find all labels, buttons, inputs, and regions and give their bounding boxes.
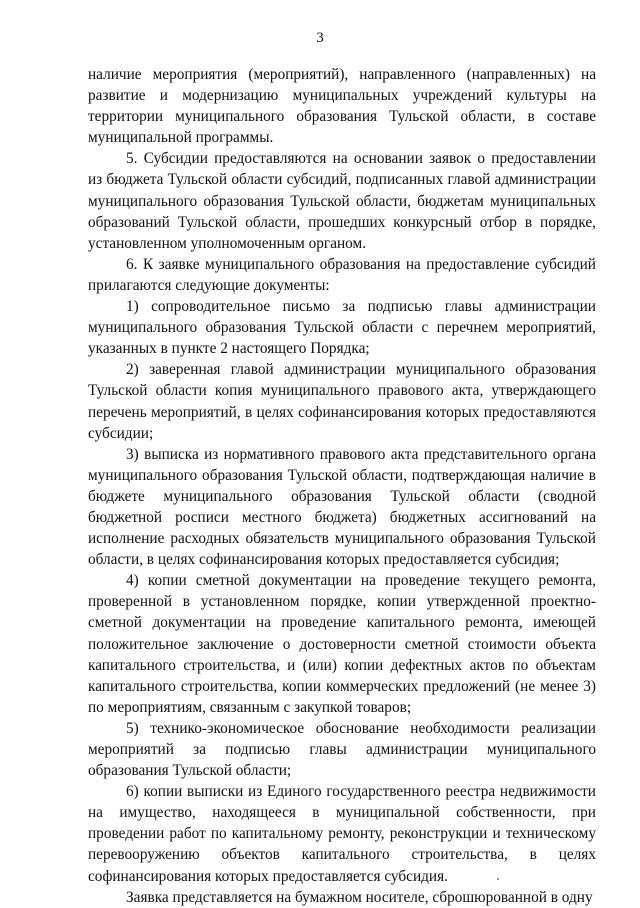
paragraph-continuation: наличие мероприятия (мероприятий), направленного (направленных) на развитие и модернизацию муниципальных учреждений культуры на территории муниципального образования Тульской области, в составе муниципальной программы. bbox=[88, 66, 596, 147]
list-item-4: 4) копии сметной документации на проведение текущего ремонта, проверенной в установленном порядке, копии утвержденной проектно-сметной документации на проведение капитального ремонта, имеющей положительное заключение о достоверности сметной стоимости объекта капитального строительства, и (или) копии дефектных актов по объектам капитального строительства, копии коммерческих предложений (не менее 3) по мероприятиям, связанным с закупкой товаров; bbox=[88, 572, 596, 716]
paragraph-item-6: 6. К заявке муниципального образования на предоставление субсидий прилагаются следующие документы: bbox=[88, 255, 596, 294]
list-item-1: 1) сопроводительное письмо за подписью главы администрации муниципального образования Тульской области с перечнем мероприятий, указанных в пункте 2 настоящего Порядка; bbox=[88, 298, 596, 358]
paragraph-submission: Заявка представляется на бумажном носителе, сброшюрованной в одну bbox=[126, 888, 593, 906]
list-item-2: 2) заверенная главой администрации муниципального образования Тульской области копия муниципального правового акта, утверждающего перечень мероприятий, в целях софинансирования которых предоставляются субсидии; bbox=[88, 361, 596, 442]
scan-speck bbox=[497, 878, 499, 880]
document-body bbox=[88, 64, 596, 908]
list-item-5: 5) технико-экономическое обоснование необходимости реализации мероприятий за подписью главы администрации муниципального образования Тульской области; bbox=[88, 719, 596, 780]
list-item-3: 3) выписка из нормативного правового акта представительного органа муниципального образования Тульской области, подтверждающая наличие в бюджете муниципального образования Тульской области (сводной бюджетной росписи местного бюджета) бюджетных ассигнований на исполнение расходных обязательств муниципального образования Тульской области, в целях софинансирования которых предоставляется субсидия; bbox=[88, 445, 596, 569]
list-item-6: 6) копии выписки из Единого государственного реестра недвижимости на имущество, находящееся в муниципальной собственности, при проведении работ по капитальному ремонту, реконструкции и техническому перевооружению объектов капитального строительства, в целях софинансирования которых предоставляется субсидия. bbox=[88, 783, 596, 885]
paragraph-item-5: 5. Субсидии предоставляются на основании заявок о предоставлении из бюджета Тульской области субсидий, подписанных главой администрации муниципального образования Тульской области, бюджетам муниципальных образований Тульской области, прошедших конкурсный отбор в порядке, установленном уполномоченным органом. bbox=[88, 150, 596, 252]
page-number: 3 bbox=[316, 30, 324, 46]
